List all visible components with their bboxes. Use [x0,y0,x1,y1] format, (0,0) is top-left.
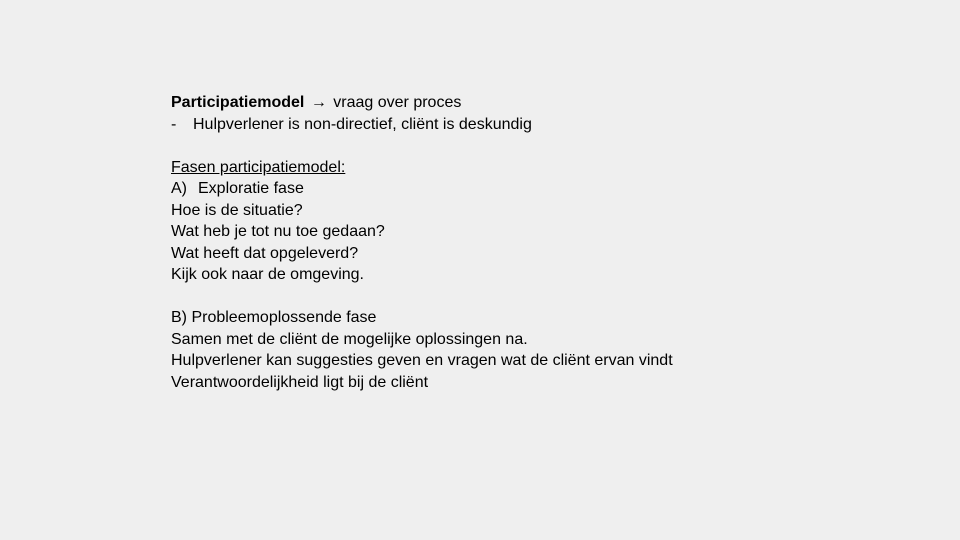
intro-text: Hulpverlener is non-directief, cliënt is deskundig [193,115,532,133]
heading-subtitle: vraag over proces [333,94,462,111]
bullet-dash: - [171,115,177,133]
phase-a-line: Kijk ook naar de omgeving. [171,266,364,283]
phase-a-heading [171,178,931,200]
arrow-right-icon: → [310,94,327,111]
phase-a-line: Hoe is de situatie? [171,201,303,219]
intro-line [171,114,931,136]
heading-line [171,92,931,114]
phase-a-line: Wat heb je tot nu toe gedaan? [171,223,385,240]
phase-b-line: Hulpverlener kan suggesties geven en vragen wat de cliënt ervan vindt [171,352,673,369]
phase-b-line: Verantwoordelijkheid ligt bij de cliënt [171,373,429,391]
spacer [171,286,931,308]
heading-title: Participatiemodel [171,94,305,111]
phase-a-label: Exploratie fase [198,180,304,197]
phases-title: Fasen participatiemodel: [171,158,346,176]
phase-a-line: Wat heeft dat opgeleverd? [171,244,359,262]
spacer [171,135,931,157]
phase-a-marker: A) [171,180,187,197]
phase-b-heading: B) Probleemoplossende fase [171,309,377,326]
phase-b-line: Samen met de cliënt de mogelijke oplossingen na. [171,330,528,348]
slide-body [171,92,931,393]
